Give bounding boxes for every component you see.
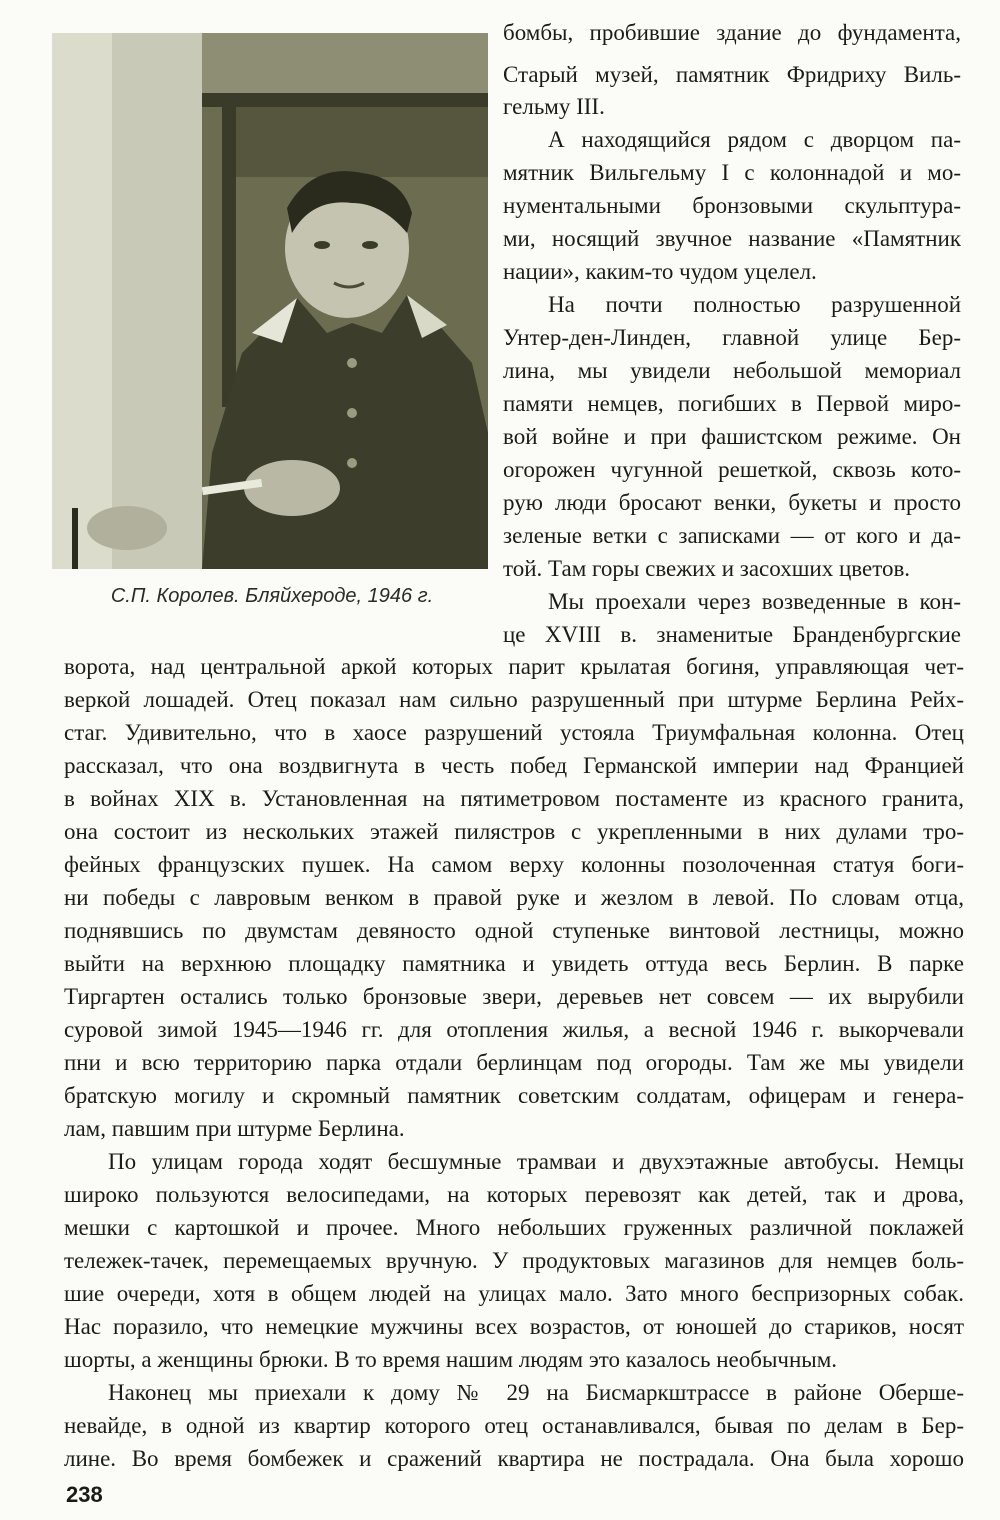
text-line: рую люди бросают венки, букеты и просто bbox=[503, 490, 961, 515]
text-line: лина, мы увидели небольшой мемориал bbox=[503, 358, 961, 383]
text-line: невайде, в одной из квартир которого отец останавливался, бывая по делам в Бер- bbox=[64, 1413, 964, 1438]
text-line: нации», каким-то чудом уцелел. bbox=[503, 259, 817, 284]
text-line: пни и всю территорию парка отдали берлинцам под огороды. Там же мы увидели bbox=[64, 1050, 964, 1075]
text-line: Старый музей, памятник Фридриху Виль- bbox=[503, 62, 961, 87]
text-line: стаг. Удивительно, что в хаосе разрушений устояла Триумфальная колонна. Отец bbox=[64, 720, 964, 745]
text-line: тележек-тачек, перемещаемых вручную. У продуктовых магазинов для немцев боль- bbox=[64, 1248, 964, 1273]
text-line: ворота, над центральной аркой которых парит крылатая богиня, управляющая чет- bbox=[64, 654, 964, 679]
portrait-photo bbox=[52, 33, 488, 569]
text-line: ни победы с лавровым венком в правой руке и жезлом в левой. По словам отца, bbox=[64, 885, 964, 910]
text-line: нументальными бронзовыми скульптура- bbox=[503, 193, 961, 218]
text-line: огорожен чугунной решеткой, сквозь кото- bbox=[503, 457, 961, 482]
text-line: Мы проехали через возведенные в кон- bbox=[548, 589, 961, 614]
text-line: в войнах XIX в. Установленная на пятиметровом постаменте из красного гранита, bbox=[64, 786, 964, 811]
text-line: она состоит из нескольких этажей пилястров с укрепленными в них дулами тро- bbox=[64, 819, 964, 844]
text-line: лине. Во время бомбежек и сражений квартира не пострадала. Она была хорошо bbox=[64, 1446, 964, 1471]
text-line: бомбы, пробившие здание до фундамента, bbox=[503, 20, 961, 45]
text-line: А находящийся рядом с дворцом па- bbox=[548, 127, 961, 152]
text-line: шорты, а женщины брюки. В то время нашим людям это казалось необычным. bbox=[64, 1347, 838, 1372]
text-line: памяти немцев, погибших в Первой миро- bbox=[503, 391, 961, 416]
text-line: Тиргартен остались только бронзовые звери, деревьев нет совсем — их вырубили bbox=[64, 984, 964, 1009]
page-number: 238 bbox=[66, 1482, 103, 1507]
photo-caption: С.П. Королев. Бляйхероде, 1946 г. bbox=[110, 585, 434, 607]
text-line: шие очереди, хотя в общем людей на улицах мало. Зато много беспризорных собак. bbox=[64, 1281, 964, 1306]
text-line: рассказал, что она воздвигнута в честь побед Германской империи над Францией bbox=[64, 753, 964, 778]
text-line: мешки с картошкой и прочее. Много небольших груженных различной поклажей bbox=[64, 1215, 964, 1240]
text-line: лам, павшим при штурме Берлина. bbox=[64, 1116, 405, 1141]
text-line: широко пользуются велосипедами, на которых перевозят как детей, так и дрова, bbox=[64, 1182, 964, 1207]
text-line: ми, носящий звучное название «Памятник bbox=[503, 226, 961, 251]
text-line: зеленые ветки с записками — от кого и да- bbox=[503, 523, 961, 548]
text-line: той. Там горы свежих и засохших цветов. bbox=[503, 556, 911, 581]
text-line: фейных французских пушек. На самом верху колонны позолоченная статуя боги- bbox=[64, 852, 964, 877]
text-line: гельму III. bbox=[503, 94, 605, 119]
text-line: Нас поразило, что немецкие мужчины всех возрастов, от юношей до стариков, носят bbox=[64, 1314, 964, 1339]
text-line: Наконец мы приехали к дому № 29 на Бисмаркштрассе в районе Оберше- bbox=[108, 1380, 964, 1405]
text-line: братскую могилу и скромный памятник советским солдатам, офицерам и генера- bbox=[64, 1083, 964, 1108]
text-line: веркой лошадей. Отец показал нам сильно разрушенный при штурме Берлина Рейх- bbox=[64, 687, 964, 712]
text-line: мятник Вильгельму I с колоннадой и мо- bbox=[503, 160, 961, 185]
text-line: Унтер-ден-Линден, главной улице Бер- bbox=[503, 325, 961, 350]
text-line: вой войне и при фашистском режиме. Он bbox=[503, 424, 961, 449]
text-line: поднявшись по двумстам девяносто одной ступеньке винтовой лестницы, можно bbox=[64, 918, 964, 943]
text-line: суровой зимой 1945—1946 гг. для отопления жилья, а весной 1946 г. выкорчевали bbox=[64, 1017, 964, 1042]
text-line: выйти на верхнюю площадку памятника и увидеть оттуда весь Берлин. В парке bbox=[64, 951, 964, 976]
text-line: На почти полностью разрушенной bbox=[548, 292, 961, 317]
text-line: це XVIII в. знаменитые Бранденбургские bbox=[503, 622, 961, 647]
text-line: По улицам города ходят бесшумные трамваи и двухэтажные автобусы. Немцы bbox=[108, 1149, 964, 1174]
